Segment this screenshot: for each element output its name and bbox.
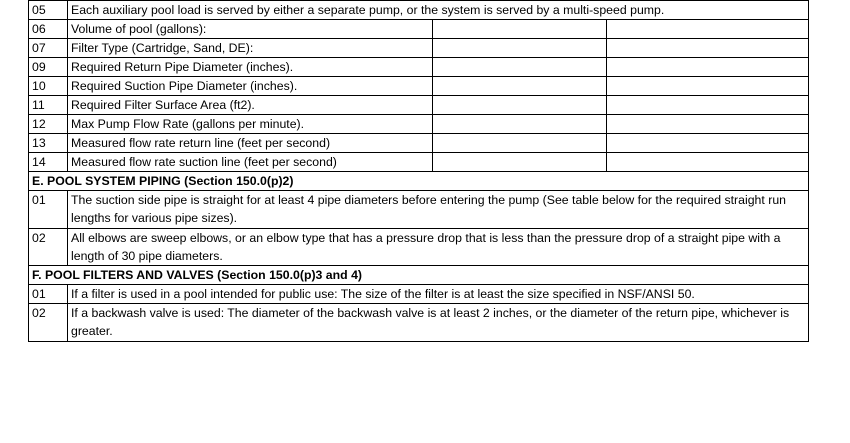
row-06 — [29, 20, 808, 39]
row-f-02 — [29, 304, 808, 342]
row-e-01 — [29, 191, 808, 229]
return-flow-rate-field[interactable] — [433, 134, 607, 152]
section-f-heading: F. POOL FILTERS AND VALVES (Section 150.0(p)3 and 4) — [29, 266, 808, 285]
row-text: All elbows are sweep elbows, or an elbow type that has a pressure drop that is less than the pressure drop of a straight pipe with a length of 30 pipe diameters. — [71, 230, 781, 263]
row-label: Required Return Pipe Diameter (inches). — [68, 58, 433, 76]
row-number: 12 — [29, 115, 68, 133]
row-e-02 — [29, 229, 808, 267]
empty-cell — [607, 115, 808, 133]
row-number: 05 — [29, 1, 68, 19]
row-12 — [29, 115, 808, 134]
max-pump-flow-field[interactable] — [433, 115, 607, 133]
row-number: 13 — [29, 134, 68, 152]
row-label: Measured flow rate return line (feet per second) — [68, 134, 433, 152]
row-number: 09 — [29, 58, 68, 76]
row-11 — [29, 96, 808, 115]
row-number: 10 — [29, 77, 68, 95]
empty-cell — [607, 20, 808, 38]
row-07 — [29, 39, 808, 58]
row-number: 11 — [29, 96, 68, 114]
section-e-heading: E. POOL SYSTEM PIPING (Section 150.0(p)2) — [29, 172, 808, 191]
return-pipe-diameter-field[interactable] — [433, 58, 607, 76]
pool-volume-field[interactable] — [433, 20, 607, 38]
row-label: Required Suction Pipe Diameter (inches). — [68, 77, 433, 95]
suction-flow-rate-field[interactable] — [433, 153, 607, 171]
row-14 — [29, 153, 808, 172]
row-text: The suction side pipe is straight for at least 4 pipe diameters before entering the pump (See table below for the required straight run lengths for various pipe sizes). — [71, 193, 786, 226]
row-number: 01 — [29, 191, 68, 228]
row-label: Volume of pool (gallons): — [68, 20, 433, 38]
filter-surface-area-field[interactable] — [433, 96, 607, 114]
row-text: If a backwash valve is used: The diameter of the backwash valve is at least 2 inches, or the diameter of the return pipe, whichever is greater. — [71, 306, 790, 339]
empty-cell — [607, 134, 808, 152]
empty-cell — [607, 58, 808, 76]
row-number: 07 — [29, 39, 68, 57]
row-label: Max Pump Flow Rate (gallons per minute). — [68, 115, 433, 133]
row-label: Filter Type (Cartridge, Sand, DE): — [68, 39, 433, 57]
empty-cell — [607, 96, 808, 114]
filter-type-field[interactable] — [433, 39, 607, 57]
row-number: 02 — [29, 304, 68, 341]
row-number: 02 — [29, 229, 68, 266]
empty-cell — [607, 77, 808, 95]
row-05 — [29, 0, 808, 20]
row-10 — [29, 77, 808, 96]
row-label: Measured flow rate suction line (feet per second) — [68, 153, 433, 171]
row-number: 01 — [29, 285, 68, 303]
suction-pipe-diameter-field[interactable] — [433, 77, 607, 95]
row-text: Each auxiliary pool load is served by either a separate pump, or the system is served by a multi-speed pump. — [71, 3, 665, 17]
row-text: If a filter is used in a pool intended for public use: The size of the filter is at least the size specified in NSF/ANSI 50. — [71, 287, 695, 302]
pool-requirements-form — [28, 0, 809, 342]
row-13 — [29, 134, 808, 153]
row-09 — [29, 58, 808, 77]
row-number: 06 — [29, 20, 68, 38]
row-number: 14 — [29, 153, 68, 171]
empty-cell — [607, 153, 808, 171]
row-f-01 — [29, 285, 808, 304]
empty-cell — [607, 39, 808, 57]
row-label: Required Filter Surface Area (ft2). — [68, 96, 433, 114]
